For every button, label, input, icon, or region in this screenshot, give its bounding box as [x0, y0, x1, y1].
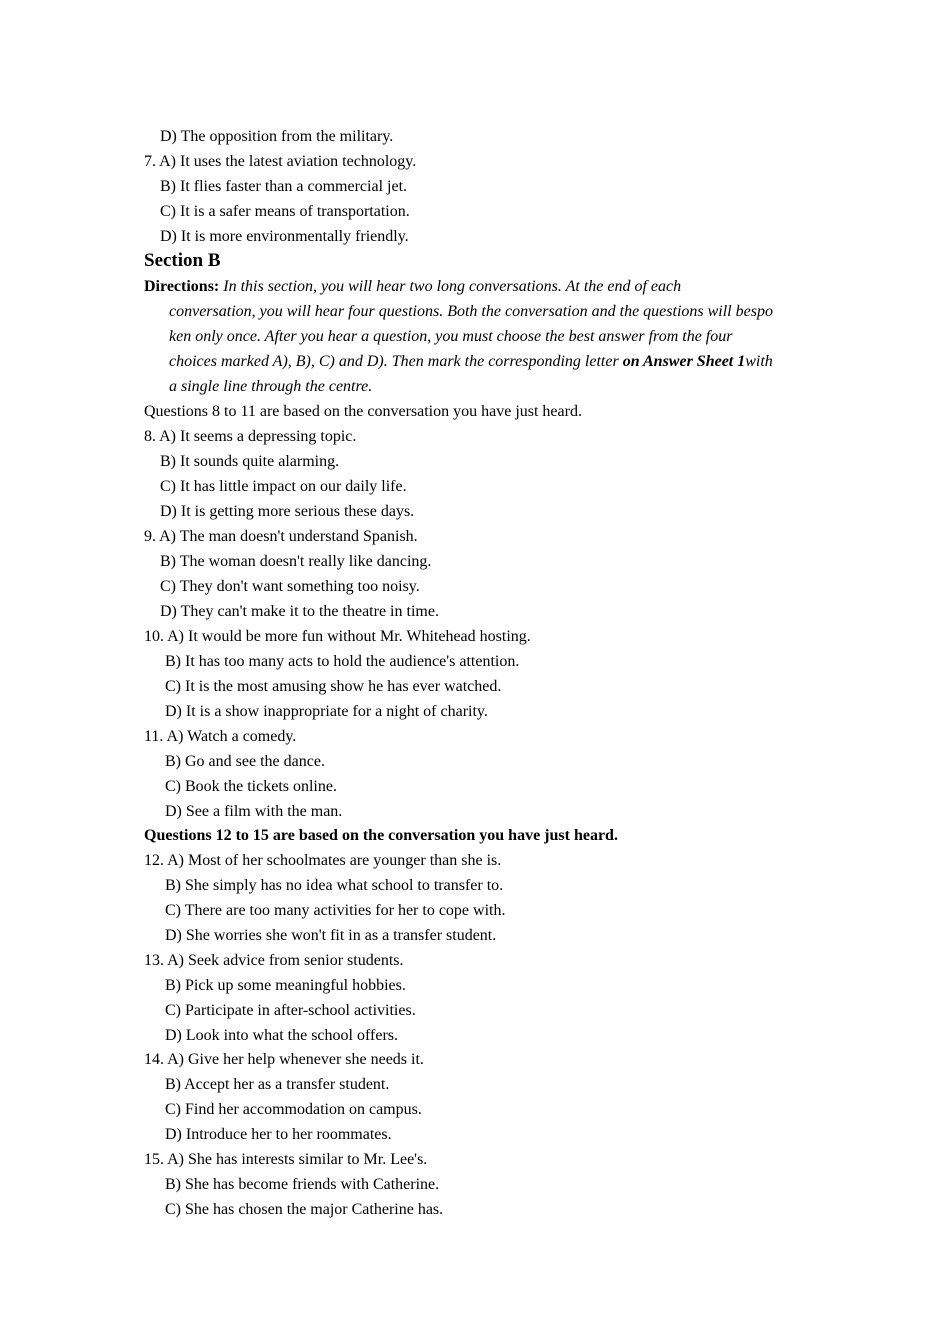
q13-option-a: 13. A) Seek advice from senior students. [144, 952, 404, 969]
q10-option-d: D) It is a show inappropriate for a night of charity. [165, 703, 488, 720]
q8-option-c: C) It has little impact on our daily life. [160, 478, 407, 495]
q9-option-c: C) They don't want something too noisy. [160, 578, 420, 595]
q7-option-d: D) It is more environmentally friendly. [160, 228, 409, 245]
q10-option-b: B) It has too many acts to hold the audience's attention. [165, 653, 520, 670]
q11-option-c: C) Book the tickets online. [165, 778, 337, 795]
directions-line-5: a single line through the centre. [169, 378, 373, 395]
directions-line-4-text: choices marked A), B), C) and D). Then mark the corresponding letter [169, 353, 623, 370]
q12-option-c: C) There are too many activities for her to cope with. [165, 902, 506, 919]
q15-option-b: B) She has become friends with Catherine. [165, 1176, 440, 1193]
q11-option-d: D) See a film with the man. [165, 803, 343, 820]
q7-option-a: 7. A) It uses the latest aviation technology. [144, 153, 417, 170]
directions-line-2: conversation, you will hear four questions. Both the conversation and the questions will bespo [169, 303, 773, 320]
q13-option-d: D) Look into what the school offers. [165, 1027, 398, 1044]
q11-option-b: B) Go and see the dance. [165, 753, 325, 770]
directions-text: In this section, you will hear two long conversations. At the end of each [223, 278, 682, 295]
q15-option-a: 15. A) She has interests similar to Mr. Lee's. [144, 1151, 428, 1168]
directions-line-1 [144, 277, 681, 297]
directions-line-4-tail: with [745, 353, 773, 370]
q14-option-b: B) Accept her as a transfer student. [165, 1076, 390, 1093]
q7-option-c: C) It is a safer means of transportation. [160, 203, 410, 220]
q12-option-a: 12. A) Most of her schoolmates are younger than she is. [144, 852, 502, 869]
intro-questions-12-15: Questions 12 to 15 are based on the conversation you have just heard. [144, 827, 618, 844]
q14-option-a: 14. A) Give her help whenever she needs it. [144, 1051, 424, 1068]
q7-option-b: B) It flies faster than a commercial jet. [160, 178, 408, 195]
q9-option-b: B) The woman doesn't really like dancing. [160, 553, 432, 570]
q14-option-d: D) Introduce her to her roommates. [165, 1126, 392, 1143]
q10-option-c: C) It is the most amusing show he has ever watched. [165, 678, 502, 695]
q6-option-d: D) The opposition from the military. [160, 128, 394, 145]
q12-option-d: D) She worries she won't fit in as a transfer student. [165, 927, 497, 944]
q13-option-b: B) Pick up some meaningful hobbies. [165, 977, 406, 994]
directions-line-4 [169, 352, 773, 372]
q8-option-d: D) It is getting more serious these days. [160, 503, 415, 520]
q9-option-d: D) They can't make it to the theatre in time. [160, 603, 439, 620]
q15-option-c: C) She has chosen the major Catherine has. [165, 1201, 444, 1218]
intro-questions-8-11: Questions 8 to 11 are based on the conversation you have just heard. [144, 403, 582, 420]
directions-label: Directions: [144, 278, 220, 295]
q9-option-a: 9. A) The man doesn't understand Spanish. [144, 528, 418, 545]
q10-option-a: 10. A) It would be more fun without Mr. Whitehead hosting. [144, 628, 531, 645]
q8-option-b: B) It sounds quite alarming. [160, 453, 340, 470]
q11-option-a: 11. A) Watch a comedy. [144, 728, 297, 745]
q12-option-b: B) She simply has no idea what school to transfer to. [165, 877, 504, 894]
q13-option-c: C) Participate in after-school activities. [165, 1002, 416, 1019]
directions-line-3: ken only once. After you hear a question, you must choose the best answer from the four [169, 328, 733, 345]
q8-option-a: 8. A) It seems a depressing topic. [144, 428, 357, 445]
section-b-title: Section B [144, 250, 221, 271]
answer-sheet-ref: on Answer Sheet 1 [622, 353, 746, 370]
q14-option-c: C) Find her accommodation on campus. [165, 1101, 422, 1118]
